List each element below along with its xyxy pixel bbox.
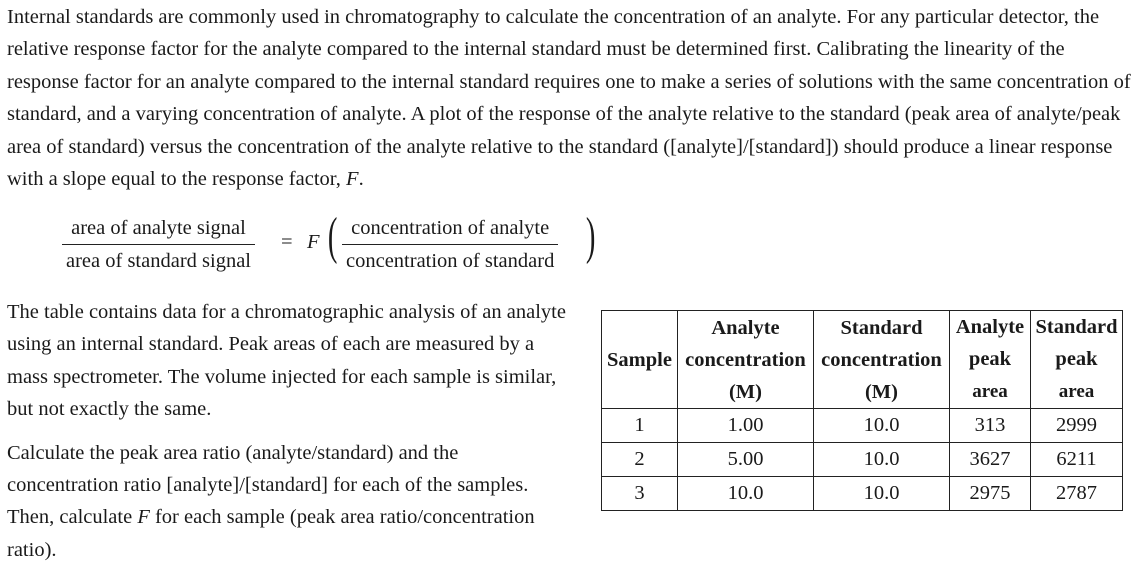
intro-period: . — [358, 168, 364, 191]
cell-sample: 3 — [602, 477, 678, 511]
cell-sample: 1 — [602, 409, 678, 443]
description-paragraph: The table contains data for a chromatographic analysis of an analyte using an internal standard. Peak areas of each are measured by a mass spectrometer. The volume injected for each sample is similar, but not exactly the same. — [7, 301, 566, 421]
right-paren-icon: ) — [585, 208, 596, 265]
table-header-row — [602, 311, 1123, 409]
table-row — [602, 477, 1123, 511]
data-table — [601, 310, 1123, 511]
equals-sign: = — [281, 231, 293, 253]
header-analyte-peak-area: Analyte peak area — [950, 311, 1031, 409]
cell-analyte-peak: 3627 — [950, 443, 1031, 477]
cell-analyte-conc: 1.00 — [678, 409, 814, 443]
header-standard-peak-area: Standard peak area — [1031, 311, 1123, 409]
cell-standard-peak: 6211 — [1031, 443, 1123, 477]
response-factor-symbol: F — [346, 168, 359, 191]
header-analyte-concentration: Analyte concentration (M) — [678, 311, 814, 409]
area-ratio-fraction — [62, 215, 255, 274]
table-row — [602, 409, 1123, 443]
task-paragraph — [7, 437, 567, 566]
table-row — [602, 443, 1123, 477]
area-numerator: area of analyte signal — [62, 215, 255, 245]
intro-text: Internal standards are commonly used in chromatography to calculate the concentration of an analyte. For any particular detector, the relative response factor for the analyte compared to the internal standard must be determined first. Calibrating the linearity of the response factor for an analyte compared to the internal standard requires one to make a series of solutions with the same concentration of standard, and a varying concentration of analyte. A plot of the response of the analyte relative to the standard (peak area of analyte/peak area of standard) versus the concentration of the analyte relative to the standard ([analyte]/[standard]) should produce a linear response with a slope equal to the response factor, — [7, 6, 1131, 191]
response-factor-equation — [62, 208, 622, 276]
cell-standard-conc: 10.0 — [814, 409, 950, 443]
header-standard-concentration: Standard concentration (M) — [814, 311, 950, 409]
conc-denominator: concentration of standard — [346, 250, 555, 272]
task-text-start: Calculate the peak area ratio (analyte/standard) and the concentration ratio [analyte]/[standard] for each of the samples. Then, calculate — [7, 441, 529, 529]
task-factor-symbol: F — [137, 506, 150, 529]
cell-analyte-peak: 2975 — [950, 477, 1031, 511]
cell-analyte-peak: 313 — [950, 409, 1031, 443]
conc-numerator: concentration of analyte — [342, 215, 558, 245]
cell-standard-conc: 10.0 — [814, 443, 950, 477]
task-text-end: for each sample (peak area ratio/concentration ratio). — [7, 506, 535, 561]
left-paren-icon: ( — [327, 208, 338, 265]
cell-analyte-conc: 5.00 — [678, 443, 814, 477]
intro-paragraph — [7, 1, 1132, 195]
equation-factor: F — [307, 231, 320, 253]
header-sample: Sample — [602, 311, 678, 409]
cell-analyte-conc: 10.0 — [678, 477, 814, 511]
instructions — [7, 296, 567, 566]
area-denominator: area of standard signal — [66, 250, 251, 272]
cell-standard-conc: 10.0 — [814, 477, 950, 511]
cell-standard-peak: 2787 — [1031, 477, 1123, 511]
concentration-ratio-fraction — [342, 215, 558, 274]
cell-standard-peak: 2999 — [1031, 409, 1123, 443]
cell-sample: 2 — [602, 443, 678, 477]
